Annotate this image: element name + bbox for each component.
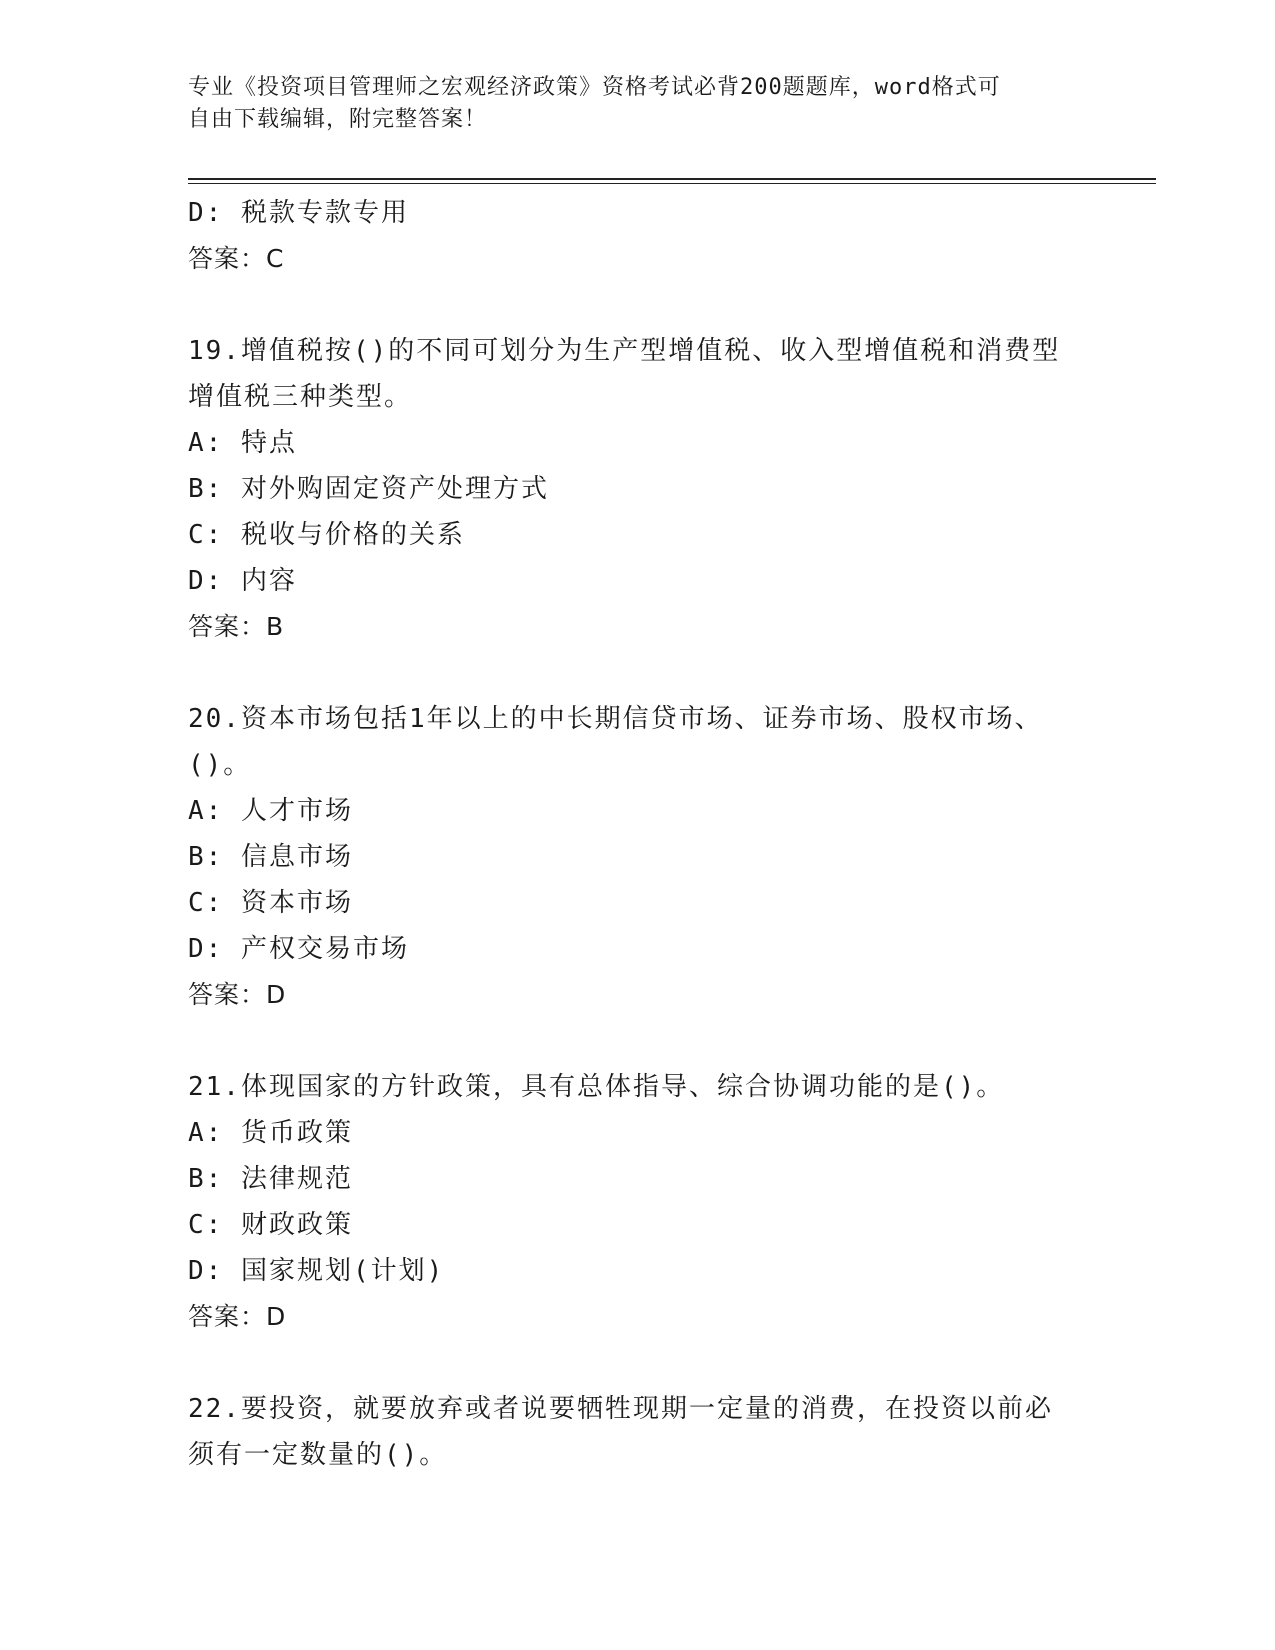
header-divider <box>188 178 1156 184</box>
spacer <box>188 650 1088 696</box>
question-stem-line-2: 增值税三种类型。 <box>188 382 413 412</box>
answer-line: 答案：D <box>188 1302 287 1331</box>
option-d: D: 税款专款专用 <box>188 198 409 228</box>
question-stem-line-1: 21.体现国家的方针政策，具有总体指导、综合协调功能的是()。 <box>188 1072 1005 1102</box>
option-a: A: 特点 <box>188 428 297 458</box>
option-c: C: 财政政策 <box>188 1210 353 1240</box>
question-stem-line-2: 须有一定数量的()。 <box>188 1440 448 1470</box>
question-19 <box>188 328 1088 650</box>
answer-line: 答案：C <box>188 244 285 273</box>
option-a: A: 货币政策 <box>188 1118 353 1148</box>
option-c: C: 税收与价格的关系 <box>188 520 465 550</box>
answer-line: 答案：D <box>188 980 287 1009</box>
spacer <box>188 1018 1088 1064</box>
answer-line: 答案：B <box>188 612 285 641</box>
option-d: D: 产权交易市场 <box>188 934 409 964</box>
spacer <box>188 282 1088 328</box>
option-c: C: 资本市场 <box>188 888 353 918</box>
header-line-2: 自由下载编辑，附完整答案！ <box>188 107 488 132</box>
question-list <box>188 190 1088 1478</box>
option-d: D: 内容 <box>188 566 297 596</box>
question-stem-line-1: 20.资本市场包括1年以上的中长期信贷市场、证券市场、股权市场、 <box>188 704 1043 734</box>
question-21 <box>188 1064 1088 1340</box>
option-b: B: 对外购固定资产处理方式 <box>188 474 549 504</box>
option-d: D: 国家规划(计划) <box>188 1256 445 1286</box>
question-stem-line-1: 22.要投资，就要放弃或者说要牺牲现期一定量的消费，在投资以前必 <box>188 1394 1053 1424</box>
option-b: B: 信息市场 <box>188 842 353 872</box>
question-20 <box>188 696 1088 1018</box>
question-stem-line-1: 19.增值税按()的不同可划分为生产型增值税、收入型增值税和消费型 <box>188 336 1061 366</box>
question-22 <box>188 1386 1088 1478</box>
header-line-1: 专业《投资项目管理师之宏观经济政策》资格考试必背200题题库，word格式可 <box>188 75 1001 100</box>
document-header <box>188 72 1068 136</box>
option-a: A: 人才市场 <box>188 796 353 826</box>
option-b: B: 法律规范 <box>188 1164 353 1194</box>
spacer <box>188 1340 1088 1386</box>
question-stem-line-2: ()。 <box>188 750 252 780</box>
